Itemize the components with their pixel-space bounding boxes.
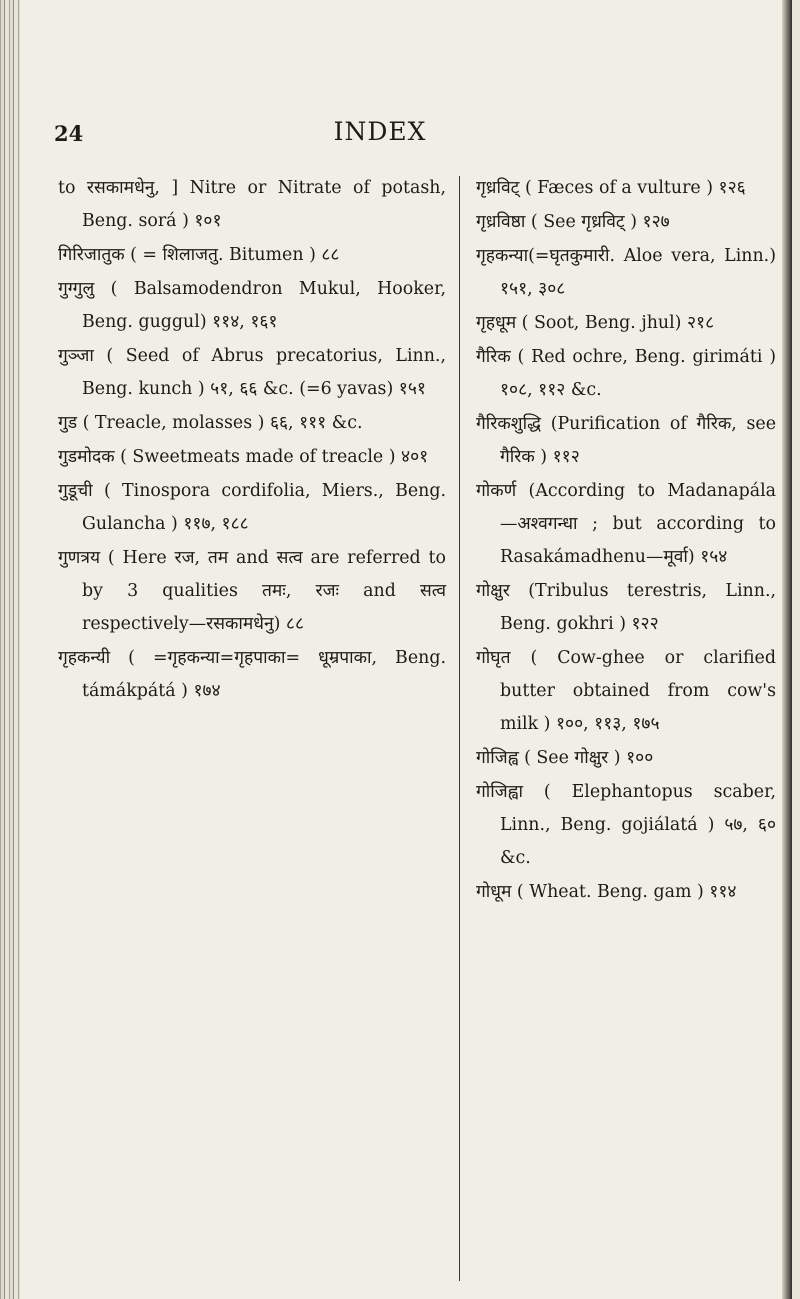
index-entry: गुड ( Treacle, molasses ) ६६, १११ &c. bbox=[58, 413, 363, 433]
index-entry: गैरिकशुद्धि (Purification of गैरिक, see गैरिक ) ११२ bbox=[476, 414, 776, 467]
index-entry: गृहकन्यी ( =गृहकन्या=गृहपाका= धूम्रपाका, Beng. támákpátá ) १७४ bbox=[58, 648, 446, 701]
page-binding-edge bbox=[0, 0, 20, 1299]
index-entry: गृहधूम ( Soot, Beng. jhul) २१८ bbox=[476, 313, 715, 333]
index-entry: गोजिह्व ( See गोक्षुर ) १०० bbox=[476, 748, 654, 768]
column-divider bbox=[459, 176, 460, 1281]
index-entry: गुडूची ( Tinospora cordifolia, Miers., Beng. Gulancha ) ११७, १८८ bbox=[58, 481, 446, 534]
index-entry: गुडमोदक ( Sweetmeats made of treacle ) ४०१ bbox=[58, 447, 429, 467]
index-entry: गृध्रविष्ठा ( See गृध्रविट् ) १२७ bbox=[476, 212, 670, 232]
right-column bbox=[476, 172, 776, 910]
index-entry: गुग्गुलु ( Balsamodendron Mukul, Hooker, Beng. guggul) ११४, १६१ bbox=[58, 279, 446, 332]
running-head: INDEX bbox=[333, 117, 427, 146]
index-entry: गोक्षुर (Tribulus terestris, Linn., Beng. gokhri ) १२२ bbox=[476, 581, 776, 634]
index-entry: गोजिह्वा ( Elephantopus scaber, Linn., Beng. gojiálatá ) ५७, ६० &c. bbox=[476, 782, 776, 868]
index-entry: गुञ्जा ( Seed of Abrus precatorius, Linn., Beng. kunch ) ५१, ६६ &c. (=6 yavas) १५१ bbox=[58, 346, 446, 399]
left-column bbox=[58, 172, 446, 709]
page-outer-edge bbox=[782, 0, 792, 1299]
index-entry: गृध्रविट् ( Fæces of a vulture ) १२६ bbox=[476, 178, 746, 198]
index-entry: गैरिक ( Red ochre, Beng. girimáti ) १०८, ११२ &c. bbox=[476, 347, 776, 400]
index-entry: गोघृत ( Cow-ghee or clarified butter obtained from cow's milk ) १००, ११३, १७५ bbox=[476, 648, 776, 734]
index-entry: to रसकामधेनु, ] Nitre or Nitrate of potash, Beng. sorá ) १०१ bbox=[58, 178, 446, 231]
index-entry: गिरिजातुक ( = शिलाजतु. Bitumen ) ८८ bbox=[58, 245, 340, 265]
index-entry: गोधूम ( Wheat. Beng. gam ) ११४ bbox=[476, 882, 737, 902]
index-entry: गुणत्रय ( Here रज, तम and सत्व are referred to by 3 qualities तमः, रजः and सत्व respectively—रसकामधेनु) ८८ bbox=[58, 548, 446, 634]
index-entry: गृहकन्या(=घृतकुमारी. Aloe vera, Linn.) १५१, ३०८ bbox=[476, 246, 776, 299]
index-entry: गोकर्ण (According to Madanapála —अश्वगन्धा ; but according to Rasakámadhenu—मूर्वा) १५४ bbox=[476, 481, 776, 567]
page-number: 24 bbox=[54, 121, 84, 146]
